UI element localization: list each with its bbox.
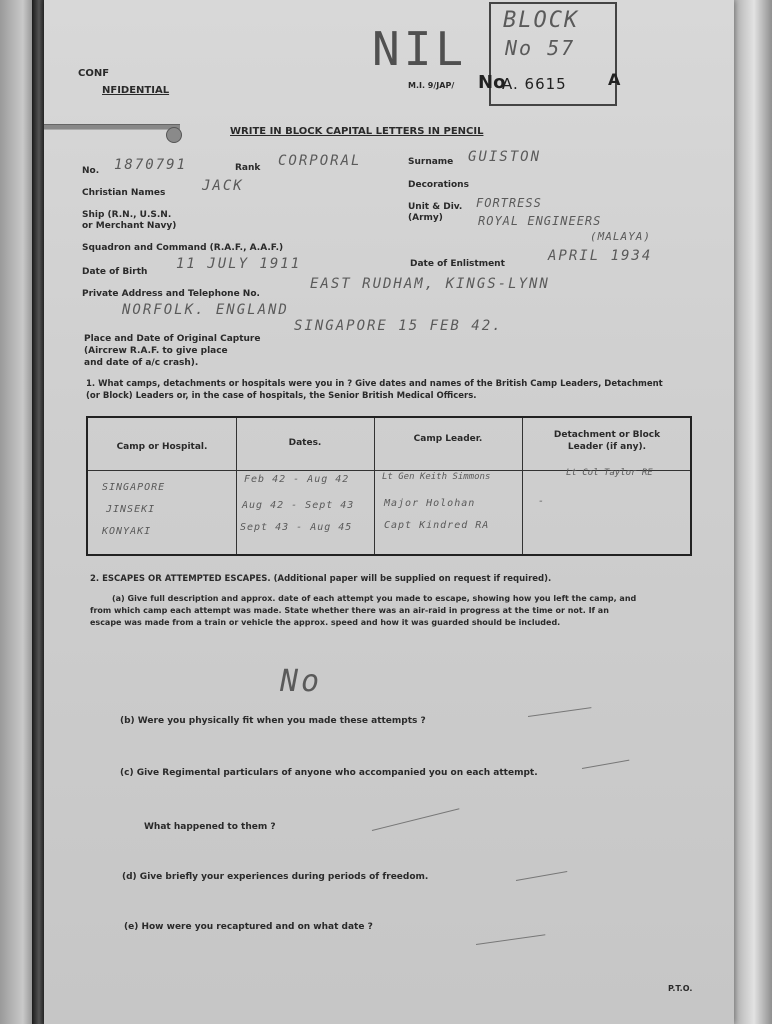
confidential-label-top: CONF bbox=[78, 68, 110, 79]
table-cell-leader: Lt Gen Keith Simmons bbox=[382, 472, 491, 482]
question2c: (c) Give Regimental particulars of anyone who accompanied you on each attempt. bbox=[120, 768, 538, 778]
table-header-camp-leader: Camp Leader. bbox=[413, 434, 483, 444]
question2a-line3: escape was made from a train or vehicle the approx. speed and how it was guarded should be included. bbox=[90, 618, 561, 627]
unit-label-line1: Unit & Div. bbox=[408, 202, 463, 212]
no-label: No. bbox=[82, 166, 100, 176]
question2a-line1: (a) Give full description and approx. date of each attempt you made to escape, showing how you left the camp, and bbox=[112, 594, 637, 603]
question2a-line2: from which camp each attempt was made. State whether there was an air-raid in progress at the time or not. If an bbox=[90, 606, 609, 615]
binding-string bbox=[44, 124, 180, 130]
table-cell-camp: SINGAPORE bbox=[102, 482, 166, 493]
question2b: (b) Were you physically fit when you made these attempts ? bbox=[120, 716, 426, 726]
serial-suffix: A bbox=[608, 70, 621, 89]
capture-label-line3: and date of a/c crash). bbox=[84, 358, 199, 368]
table-cell-leader: Capt Kindred RA bbox=[384, 520, 490, 531]
unit-value-line1: FORTRESS bbox=[476, 196, 542, 210]
christian-names-value: JACK bbox=[202, 178, 244, 194]
table-header-detachment: Detachment or Block bbox=[553, 430, 661, 440]
pto-label: P.T.O. bbox=[668, 984, 693, 993]
no-value: 1870791 bbox=[114, 157, 188, 173]
camps-table bbox=[86, 416, 692, 556]
table-cell-dates: Feb 42 - Aug 42 bbox=[244, 474, 350, 485]
capture-label-line1: Place and Date of Original Capture bbox=[84, 334, 261, 344]
serial-number: A. 6615 bbox=[502, 75, 567, 93]
unit-value-line3: (MALAYA) bbox=[590, 230, 651, 243]
table-cell-detachment: Lt Col Taylor RE bbox=[566, 468, 653, 478]
question2c-what-happened: What happened to them ? bbox=[144, 822, 276, 832]
form-reference: M.I. 9/JAP/ bbox=[408, 81, 455, 90]
unit-value-line2: ROYAL ENGINEERS bbox=[478, 214, 602, 228]
ship-label-line1: Ship (R.N., U.S.N. bbox=[82, 210, 172, 220]
question2d: (d) Give briefly your experiences during periods of freedom. bbox=[122, 872, 429, 882]
address-value-line1: EAST RUDHAM, KINGS-LYNN bbox=[310, 276, 550, 292]
table-cell-detachment: - bbox=[538, 496, 546, 507]
enlistment-value: APRIL 1934 bbox=[548, 248, 653, 264]
capture-label-line2: (Aircrew R.A.F. to give place bbox=[84, 346, 228, 356]
stamp-number-text: No 57 bbox=[505, 36, 576, 60]
rank-label: Rank bbox=[235, 163, 261, 173]
table-header-camp: Camp or Hospital. bbox=[116, 442, 208, 452]
table-cell-dates: Aug 42 - Sept 43 bbox=[242, 500, 355, 511]
table-header-dates: Dates. bbox=[288, 438, 322, 448]
address-value-line2: NORFOLK. ENGLAND bbox=[122, 302, 289, 318]
question2e: (e) How were you recaptured and on what date ? bbox=[124, 922, 373, 932]
decorations-label: Decorations bbox=[408, 180, 469, 190]
punch-hole bbox=[166, 127, 182, 143]
question2-title: 2. ESCAPES OR ATTEMPTED ESCAPES. (Additional paper will be supplied on request if required). bbox=[90, 574, 552, 584]
table-cell-camp: KONYAKI bbox=[102, 526, 152, 537]
surname-value: GUISTON bbox=[468, 149, 542, 165]
squadron-label: Squadron and Command (R.A.F., A.A.F.) bbox=[82, 243, 284, 253]
table-cell-dates: Sept 43 - Aug 45 bbox=[240, 522, 353, 533]
capture-value: SINGAPORE 15 FEB 42. bbox=[294, 318, 503, 334]
enlistment-label: Date of Enlistment bbox=[410, 259, 505, 269]
question1-line2: (or Block) Leaders or, in the case of hospitals, the Senior British Medical Officers. bbox=[86, 391, 477, 401]
confidential-label-bottom: NFIDENTIAL bbox=[102, 85, 170, 96]
table-cell-camp: JINSEKI bbox=[106, 504, 156, 515]
unit-label-line2: (Army) bbox=[408, 213, 443, 223]
table-header-detachment-2: Leader (if any). bbox=[567, 442, 647, 452]
christian-names-label: Christian Names bbox=[82, 188, 166, 198]
rank-value: CORPORAL bbox=[278, 153, 362, 169]
dob-label: Date of Birth bbox=[82, 267, 148, 277]
address-label: Private Address and Telephone No. bbox=[82, 289, 260, 299]
stamp-block-text: BLOCK bbox=[503, 8, 580, 33]
question2a-answer: No bbox=[280, 664, 323, 699]
serial-prefix: No bbox=[478, 72, 506, 93]
ship-label-line2: or Merchant Navy) bbox=[82, 221, 177, 231]
form-title: WRITE IN BLOCK CAPITAL LETTERS IN PENCIL bbox=[230, 126, 484, 137]
table-cell-leader: Major Holohan bbox=[384, 498, 476, 509]
surname-label: Surname bbox=[408, 157, 454, 167]
dob-value: 11 JULY 1911 bbox=[176, 256, 302, 272]
nil-annotation: NIL bbox=[372, 22, 468, 76]
question1-line1: 1. What camps, detachments or hospitals were you in ? Give dates and names of the British Camp Leaders, Detachment bbox=[86, 379, 663, 389]
